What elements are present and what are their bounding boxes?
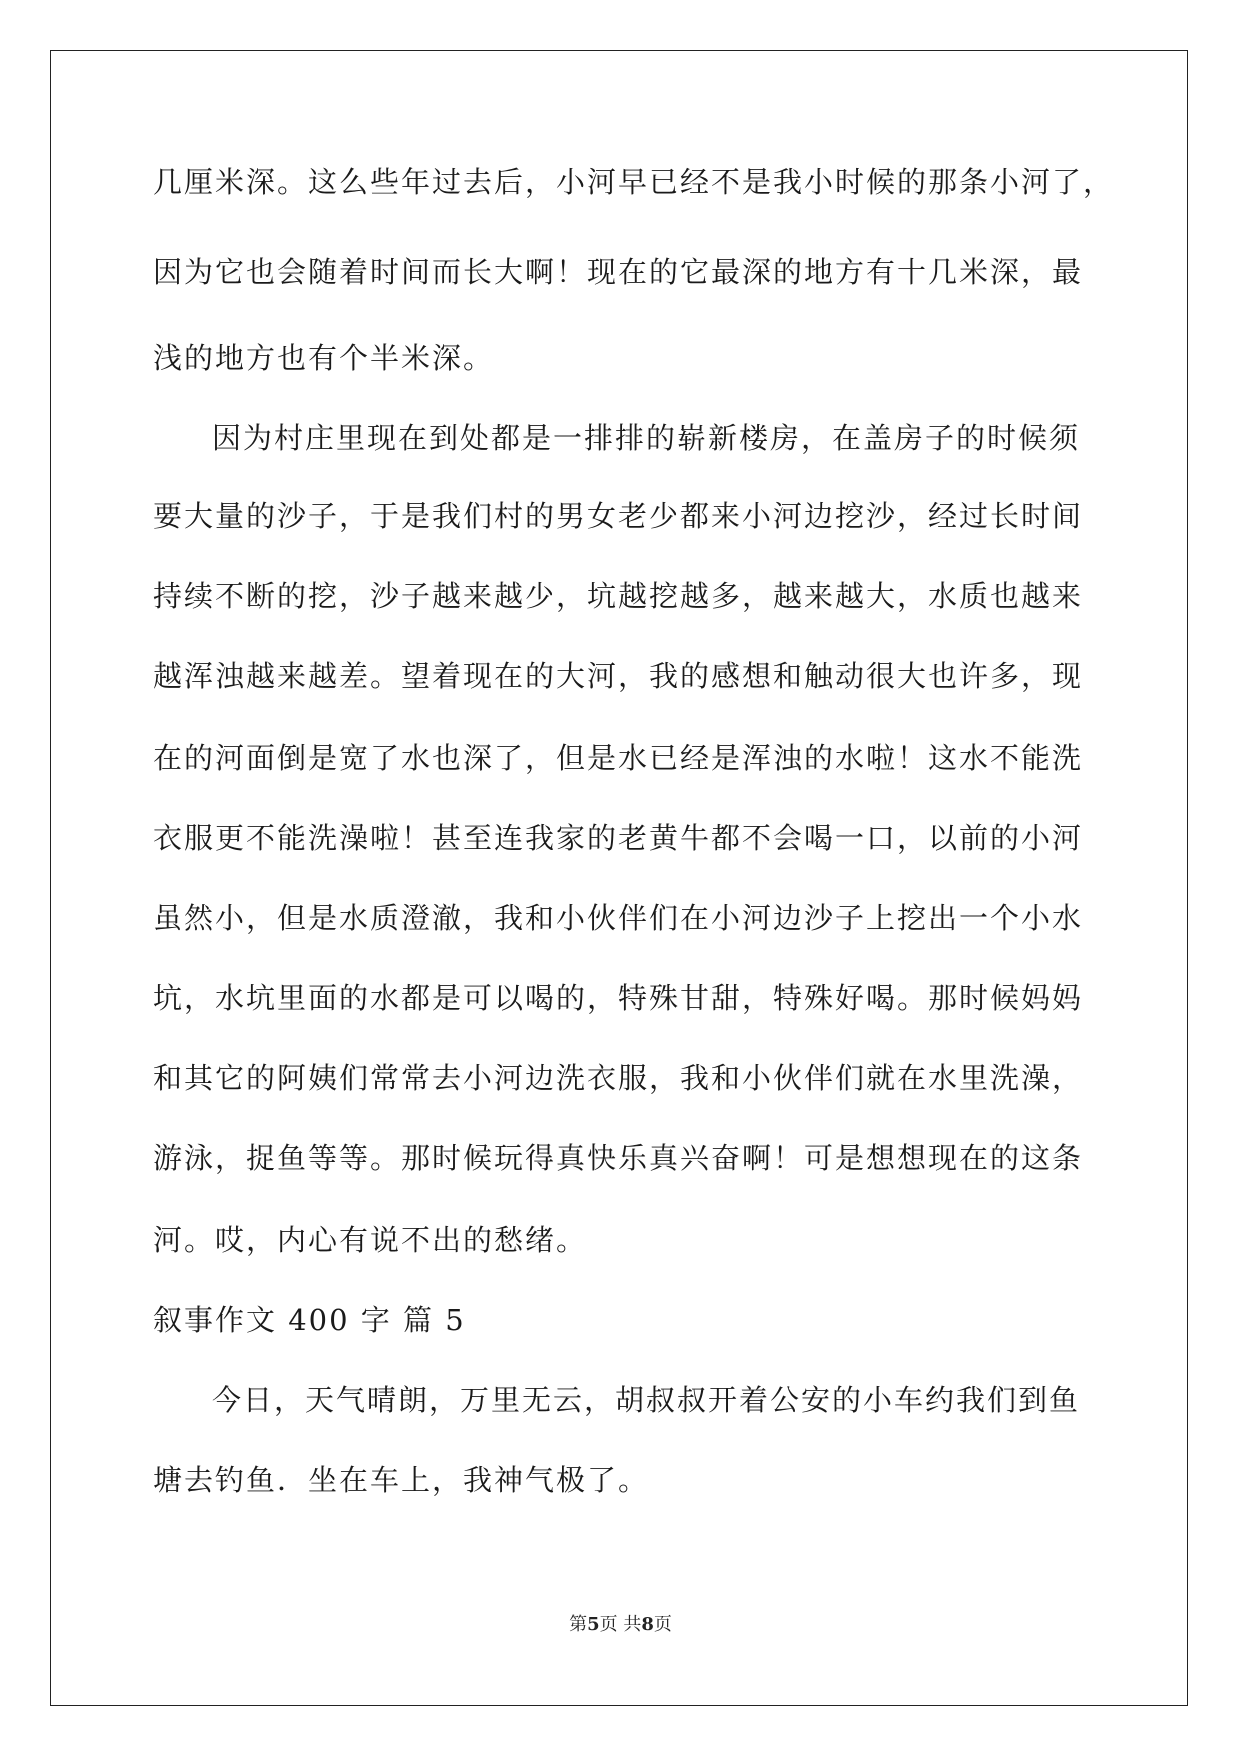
text-line: 持续不断的挖，沙子越来越少，坑越挖越多，越来越大，水质也越来 bbox=[153, 579, 1084, 613]
text-line: 要大量的沙子，于是我们村的男女老少都来小河边挖沙，经过长时间 bbox=[153, 499, 1084, 533]
total-pages-number: 8 bbox=[641, 1614, 654, 1635]
text-line: 河。哎，内心有说不出的愁绪。 bbox=[153, 1223, 588, 1257]
text-line: 因为它也会随着时间而长大啊！现在的它最深的地方有十几米深，最 bbox=[153, 255, 1084, 289]
text-line: 衣服更不能洗澡啦！甚至连我家的老黄牛都不会喝一口，以前的小河 bbox=[153, 821, 1084, 855]
section-heading: 叙事作文 400 字 篇 5 bbox=[153, 1303, 466, 1337]
text-line: 和其它的阿姨们常常去小河边洗衣服，我和小伙伴们就在水里洗澡， bbox=[153, 1061, 1084, 1095]
text-line: 游泳，捉鱼等等。那时候玩得真快乐真兴奋啊！可是想想现在的这条 bbox=[153, 1141, 1084, 1175]
page-footer bbox=[0, 1610, 1241, 1636]
footer-prefix: 第 bbox=[569, 1614, 588, 1635]
footer-suffix: 页 bbox=[653, 1614, 672, 1635]
text-line: 坑，水坑里面的水都是可以喝的，特殊甘甜，特殊好喝。那时候妈妈 bbox=[153, 981, 1084, 1015]
text-line: 虽然小，但是水质澄澈，我和小伙伴们在小河边沙子上挖出一个小水 bbox=[153, 901, 1084, 935]
text-line: 越浑浊越来越差。望着现在的大河，我的感想和触动很大也许多，现 bbox=[153, 659, 1084, 693]
page-border bbox=[50, 50, 1188, 1706]
text-line: 在的河面倒是宽了水也深了，但是水已经是浑浊的水啦！这水不能洗 bbox=[153, 741, 1084, 775]
paragraph-start-line: 今日，天气晴朗，万里无云，胡叔叔开着公安的小车约我们到鱼 bbox=[212, 1383, 1081, 1417]
paragraph-start-line: 因为村庄里现在到处都是一排排的崭新楼房，在盖房子的时候须 bbox=[212, 421, 1081, 455]
text-line: 塘去钓鱼．坐在车上，我神气极了。 bbox=[153, 1463, 650, 1497]
text-line: 浅的地方也有个半米深。 bbox=[153, 341, 495, 375]
current-page-number: 5 bbox=[587, 1614, 600, 1635]
text-line: 几厘米深。这么些年过去后，小河早已经不是我小时候的那条小河了， bbox=[153, 165, 1115, 199]
footer-mid: 页 共 bbox=[599, 1614, 642, 1635]
